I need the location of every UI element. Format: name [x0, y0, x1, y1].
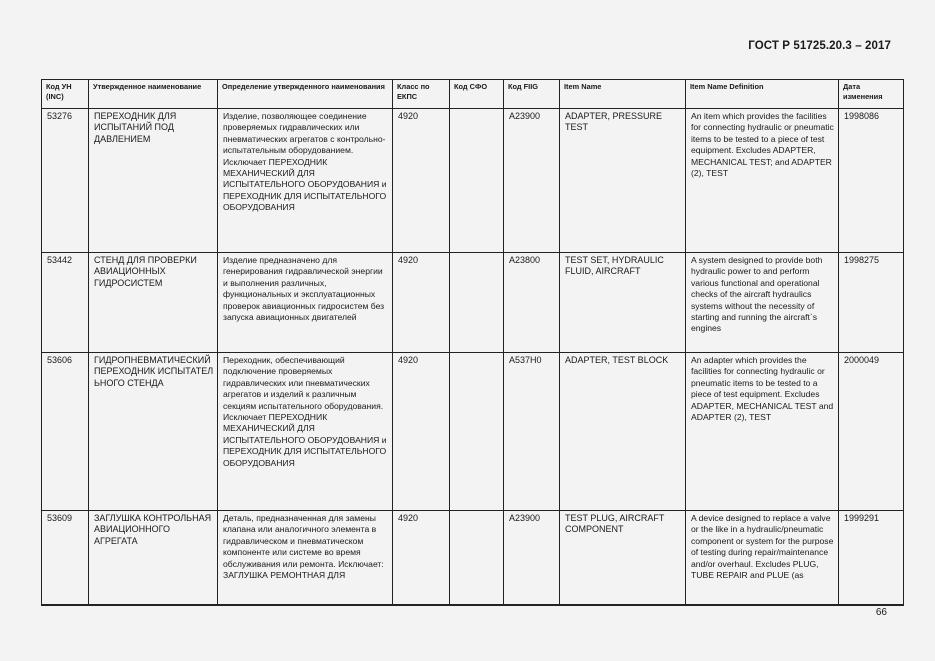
cell-fiig: A23800 [504, 253, 560, 353]
col-header-fiig: Код FIIG [504, 80, 560, 109]
cell-sfo [450, 511, 504, 605]
col-header-definition: Определение утвержденного наименования [218, 80, 393, 109]
col-header-date: Дата изменения [839, 80, 904, 109]
cell-item-definition: A device designed to replace a valve or the like in a hydraulic/pneumatic component or system for the purpose of testing during repair/maintenance and/or overhaul. Excludes PLUG, TUBE REPAIR and PLUE (as [686, 511, 839, 605]
header-row [42, 80, 904, 109]
cell-date: 1998275 [839, 253, 904, 353]
cell-sfo [450, 253, 504, 353]
cell-definition: Деталь, предназначенная для замены клапана или аналогичного элемента в гидравлическом и пневматическом компоненте или системе во время обслуживания или ремонта. Исключает: ЗАГЛУШКА РЕМОНТНАЯ ДЛЯ [218, 511, 393, 605]
cell-fiig: A23900 [504, 511, 560, 605]
table-row [42, 109, 904, 253]
col-header-item-definition: Item Name Definition [686, 80, 839, 109]
table-row [42, 253, 904, 353]
table-body [42, 109, 904, 605]
table-row [42, 511, 904, 605]
cell-item-name: TEST SET, HYDRAULIC FLUID, AIRCRAFT [560, 253, 686, 353]
cell-inc: 53276 [42, 109, 89, 253]
cell-date: 1998086 [839, 109, 904, 253]
cell-sfo [450, 109, 504, 253]
cell-item-name: ADAPTER, TEST BLOCK [560, 353, 686, 511]
cell-item-definition: An item which provides the facilities for connecting hydraulic or pneumatic items to be tested to a piece of test equipment. Excludes ADAPTER, MECHANICAL TEST; and ADAPTER (2), TEST [686, 109, 839, 253]
cell-date: 1999291 [839, 511, 904, 605]
cell-inc: 53606 [42, 353, 89, 511]
cell-name: СТЕНД ДЛЯ ПРОВЕРКИ АВИАЦИОННЫХ ГИДРОСИСТЕМ [89, 253, 218, 353]
cell-fiig: A537H0 [504, 353, 560, 511]
table-header [42, 80, 904, 109]
col-header-item-name: Item Name [560, 80, 686, 109]
col-header-sfo: Код СФО [450, 80, 504, 109]
cell-inc: 53609 [42, 511, 89, 605]
table-row [42, 353, 904, 511]
cell-name: ЗАГЛУШКА КОНТРОЛЬНАЯ АВИАЦИОННОГО АГРЕГАТА [89, 511, 218, 605]
cell-fiig: A23900 [504, 109, 560, 253]
col-header-class: Класс по ЕКПС [393, 80, 450, 109]
cell-class: 4920 [393, 511, 450, 605]
col-header-inc: Код УН (INC) [42, 80, 89, 109]
cell-date: 2000049 [839, 353, 904, 511]
cell-sfo [450, 353, 504, 511]
cell-class: 4920 [393, 253, 450, 353]
cell-class: 4920 [393, 109, 450, 253]
cell-item-name: ADAPTER, PRESSURE TEST [560, 109, 686, 253]
cell-class: 4920 [393, 353, 450, 511]
page-number: 66 [875, 607, 887, 618]
cell-item-definition: A system designed to provide both hydraulic power to and perform various functional and operational checks of the aircraft hydraulics systems without the necessity of starting and running the aircraft`s engines [686, 253, 839, 353]
cell-definition: Изделие, позволяющее соединение проверяемых гидравлических или пневматических агрегатов с контрольно-испытательным оборудованием. Исключает ПЕРЕХОДНИК МЕХАНИЧЕСКИЙ ДЛЯ ИСПЫТАТЕЛЬНОГО ОБОРУДОВАНИЯ и ПЕРЕХОДНИК ДЛЯ ИСПЫТАТЕЛЬНОГО ОБОРУДОВАНИЯ [218, 109, 393, 253]
cell-definition: Изделие предназначено для генерирования гидравлической энергии и выполнения различных, функциональных и эксплуатационных проверок авиационных гидросистем без запуска авиационных двигателей [218, 253, 393, 353]
cell-name: ГИДРОПНЕВМАТИЧЕСКИЙ ПЕРЕХОДНИК ИСПЫТАТЕЛЬНОГО СТЕНДА [89, 353, 218, 511]
cell-inc: 53442 [42, 253, 89, 353]
col-header-name: Утвержденное наименование [89, 80, 218, 109]
catalog-table [41, 79, 904, 606]
document-title: ГОСТ Р 51725.20.3 – 2017 [748, 40, 891, 52]
cell-item-name: TEST PLUG, AIRCRAFT COMPONENT [560, 511, 686, 605]
cell-item-definition: An adapter which provides the facilities for connecting hydraulic or pneumatic items to be tested to a piece of test equipment. Excludes ADAPTER, MECHANICAL TEST and ADAPTER (2), TEST [686, 353, 839, 511]
cell-definition: Переходник, обеспечивающий подключение проверяемых гидравлических или пневматических агрегатов и изделий к различным секциям испытательного оборудования. Исключает ПЕРЕХОДНИК МЕХАНИЧЕСКИЙ ДЛЯ ИСПЫТАТЕЛЬНОГО ОБОРУДОВАНИЯ и ПЕРЕХОДНИК ДЛЯ ИСПЫТАТЕЛЬНОГО ОБОРУДОВАНИЯ [218, 353, 393, 511]
cell-name: ПЕРЕХОДНИК ДЛЯ ИСПЫТАНИЙ ПОД ДАВЛЕНИЕМ [89, 109, 218, 253]
